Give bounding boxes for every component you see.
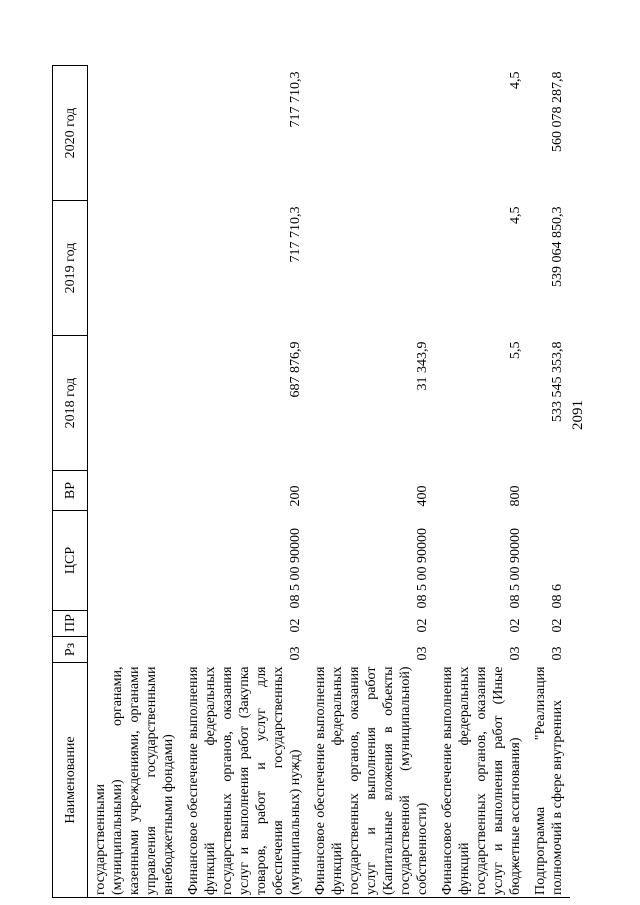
table-row [308, 66, 435, 898]
row-csr [88, 511, 182, 611]
row-rz: 03 [415, 646, 430, 661]
table-row [435, 66, 528, 898]
row-name: Финансовое обеспечение выполнения функций федеральных государственных органов, оказания услуг и выполнения работ (Иные бюджетные ассигнования) [435, 663, 528, 898]
row-2018: 687 876,9 [288, 341, 303, 398]
row-2018 [88, 336, 182, 471]
table-row [88, 66, 182, 898]
row-2019: 4,5 [508, 206, 523, 224]
header-pr: ПР [53, 611, 88, 637]
row-2020: 717 710,3 [288, 71, 303, 128]
row-2019 [308, 201, 435, 336]
row-name: Подпрограмма "Реализация полномочий в сфере внутренних [528, 663, 570, 898]
header-vr: ВР [53, 471, 88, 511]
table-row [528, 66, 570, 898]
row-rz: 03 [508, 646, 523, 661]
row-vr: 200 [288, 485, 303, 507]
row-vr [88, 471, 182, 511]
budget-table-sheet [52, 66, 587, 898]
row-2020 [88, 66, 182, 201]
row-rz: 03 [550, 646, 565, 661]
row-2019: 539 064 850,3 [550, 206, 565, 287]
row-2020 [308, 66, 435, 201]
row-2019 [88, 201, 182, 336]
row-pr [88, 611, 182, 637]
header-2018: 2018 год [53, 336, 88, 471]
row-vr: 800 [508, 485, 523, 507]
table-row [181, 66, 308, 898]
row-2018: 31 343,9 [415, 341, 430, 391]
row-2020: 560 078 287,8 [550, 71, 565, 152]
header-csr: ЦСР [53, 511, 88, 611]
row-csr: 08 5 00 90000 [508, 528, 523, 609]
row-name: Финансовое обеспечение выполнения функций федеральных государственных органов, оказания услуг и выполнения работ (Закупка товаров, работ и услуг для обеспечения государственных (муниципальных) нужд) [181, 663, 308, 898]
page-number: 2091 [570, 400, 586, 430]
header-rz: Рз [53, 637, 88, 663]
row-2018: 533 545 353,8 [550, 341, 565, 422]
row-csr: 08 6 [550, 584, 565, 609]
row-vr [528, 471, 570, 511]
row-vr: 400 [415, 485, 430, 507]
budget-table [52, 65, 570, 898]
row-pr: 02 [550, 618, 565, 633]
row-2020: 4,5 [508, 71, 523, 89]
row-rz [88, 637, 182, 663]
row-pr: 02 [288, 618, 303, 633]
row-name: Финансовое обеспечение выполнения функций федеральных государственных органов, оказания услуг и выполнения работ (Капитальные вложения в объекты государственной (муниципальной) собственности) [308, 663, 435, 898]
row-pr: 02 [508, 618, 523, 633]
table-header-row [53, 66, 88, 898]
row-rz: 03 [288, 646, 303, 661]
row-csr: 08 5 00 90000 [288, 528, 303, 609]
row-csr: 08 5 00 90000 [415, 528, 430, 609]
header-2019: 2019 год [53, 201, 88, 336]
row-2018: 5,5 [508, 341, 523, 359]
row-2019: 717 710,3 [288, 206, 303, 263]
row-pr: 02 [415, 618, 430, 633]
header-name: Наименование [53, 663, 88, 898]
header-2020: 2020 год [53, 66, 88, 201]
row-name: государственными (муниципальными) органами, казенными учреждениями, органами управления государственными внебюджетными фондами) [88, 663, 182, 898]
